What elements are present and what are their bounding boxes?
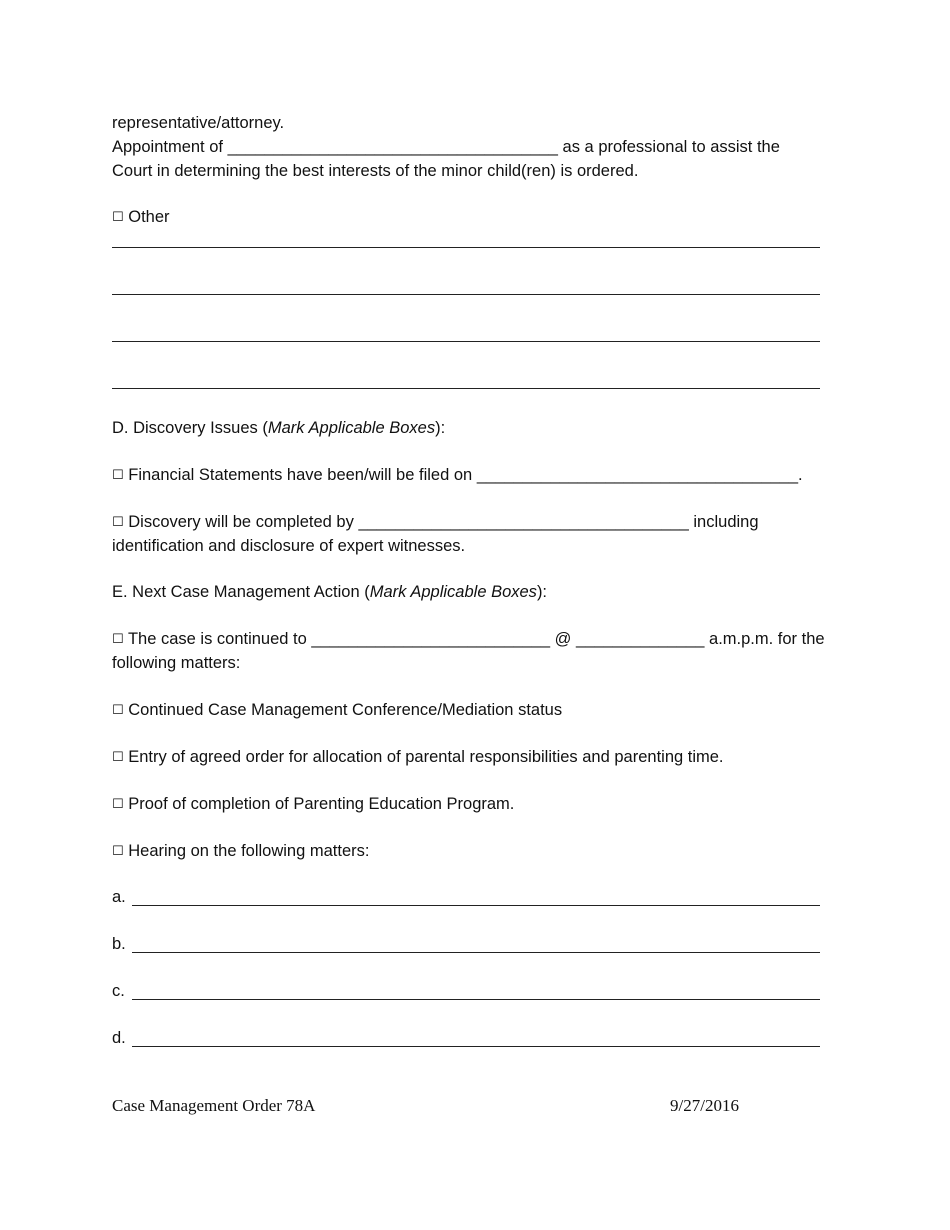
- appointment-blank[interactable]: ____________________________________: [227, 138, 558, 156]
- financial-statements-checkbox[interactable]: ☐: [112, 468, 124, 483]
- case-continued-date-blank[interactable]: __________________________: [311, 630, 550, 648]
- appointment-line: [112, 137, 780, 157]
- list-item: [112, 747, 724, 769]
- agreed-order-text: Entry of agreed order for allocation of parental responsibilities and parenting time.: [128, 748, 724, 766]
- list-item: [112, 700, 562, 722]
- section-e-heading: [112, 582, 547, 602]
- hearing-text: Hearing on the following matters:: [128, 842, 370, 860]
- footer-title: Case Management Order 78A: [112, 1096, 316, 1115]
- discovery-completed-option: [112, 512, 759, 534]
- case-continued-option: [112, 629, 825, 651]
- hearing-blank-line-a[interactable]: [132, 905, 820, 906]
- case-continued-line-2: following matters:: [112, 654, 241, 672]
- appointment-prefix: Appointment of: [112, 138, 223, 156]
- other-option: [112, 207, 170, 229]
- at-symbol: @: [554, 630, 572, 648]
- other-blank-line-4[interactable]: [112, 388, 820, 389]
- appointment-suffix: as a professional to assist the: [562, 138, 780, 156]
- case-continued-time-blank[interactable]: ______________: [575, 630, 705, 648]
- agreed-order-checkbox[interactable]: ☐: [112, 750, 124, 765]
- other-blank-line-1[interactable]: [112, 247, 820, 248]
- list-item: [112, 794, 514, 816]
- hearing-line-label-a: a.: [112, 888, 126, 906]
- case-continued-checkbox[interactable]: ☐: [112, 632, 124, 647]
- section-d-heading-text: D. Discovery Issues (: [112, 419, 268, 437]
- financial-statements-option: [112, 465, 803, 487]
- section-d-heading-italic: Mark Applicable Boxes: [267, 419, 436, 437]
- continued-cmc-text: Continued Case Management Conference/Mediation status: [128, 701, 563, 719]
- hearing-blank-line-d[interactable]: [132, 1046, 820, 1047]
- list-item: [112, 841, 369, 863]
- other-checkbox[interactable]: ☐: [112, 210, 124, 225]
- section-e-heading-suffix: ):: [536, 583, 548, 601]
- financial-statements-period: .: [798, 466, 803, 484]
- discovery-completed-suffix: including: [693, 513, 759, 531]
- section-e-heading-italic: Mark Applicable Boxes: [369, 583, 537, 601]
- hearing-line-label-b: b.: [112, 935, 126, 953]
- hearing-checkbox[interactable]: ☐: [112, 844, 124, 859]
- continued-cmc-checkbox[interactable]: ☐: [112, 703, 124, 718]
- footer-date: 9/27/2016: [670, 1096, 739, 1115]
- section-d-heading-suffix: ):: [435, 419, 446, 437]
- other-blank-line-3[interactable]: [112, 341, 820, 342]
- discovery-completed-line-2: identification and disclosure of expert witnesses.: [112, 537, 466, 555]
- parenting-education-checkbox[interactable]: ☐: [112, 797, 124, 812]
- discovery-completed-checkbox[interactable]: ☐: [112, 515, 124, 530]
- hearing-line-label-d: d.: [112, 1029, 126, 1047]
- parenting-education-text: Proof of completion of Parenting Education Program.: [128, 795, 515, 813]
- continuation-text: representative/attorney.: [112, 114, 285, 132]
- discovery-completed-date-blank[interactable]: ____________________________________: [358, 513, 689, 531]
- section-e-heading-text: E. Next Case Management Action (: [112, 583, 370, 601]
- appointment-line-2: Court in determining the best interests of the minor child(ren) is ordered.: [112, 162, 639, 180]
- case-continued-suffix: a.m.p.m. for the: [709, 630, 825, 648]
- discovery-completed-text: Discovery will be completed by: [128, 513, 354, 531]
- financial-statements-text: Financial Statements have been/will be filed on: [128, 466, 473, 484]
- hearing-line-label-c: c.: [112, 982, 125, 1000]
- case-continued-text: The case is continued to: [127, 630, 307, 648]
- hearing-blank-line-c[interactable]: [132, 999, 820, 1000]
- hearing-blank-line-b[interactable]: [132, 952, 820, 953]
- section-d-heading: [112, 418, 445, 438]
- other-label: Other: [128, 208, 170, 226]
- other-blank-line-2[interactable]: [112, 294, 820, 295]
- financial-statements-date-blank[interactable]: ___________________________________: [476, 466, 798, 484]
